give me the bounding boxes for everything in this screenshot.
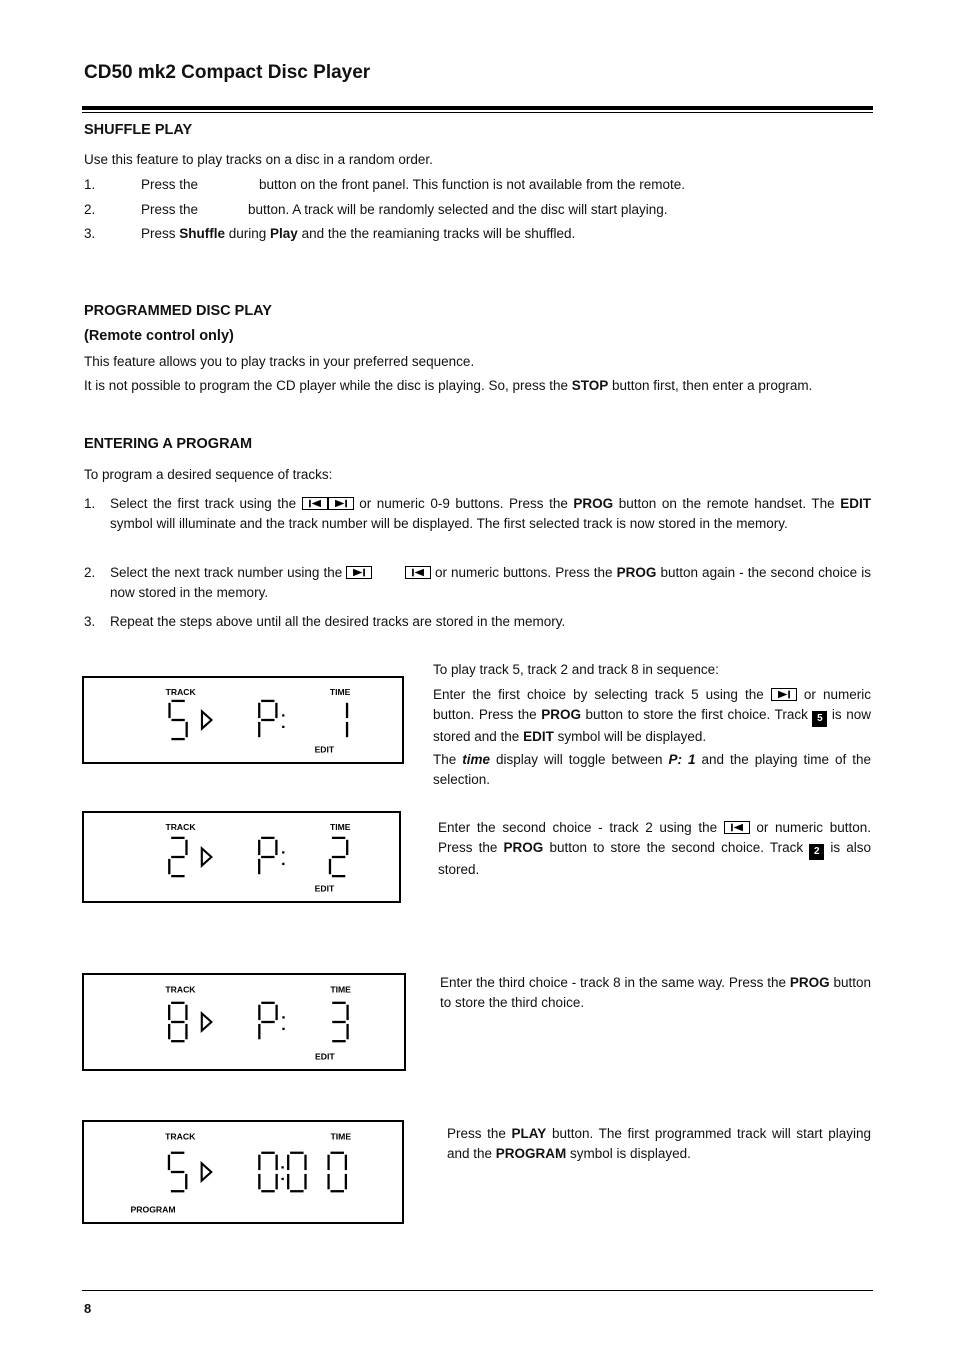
lcd-program-number (332, 1003, 347, 1041)
entering-step-3-num: 3. (84, 614, 96, 629)
shuffle-step-1-b: button on the front panel. This function is not available from the remote. (259, 177, 686, 192)
lcd-display-3 (82, 973, 406, 1071)
shuffle-step-1-a: Press the (141, 177, 199, 192)
lcd-time-label: TIME (329, 822, 351, 833)
lcd-time-digit (329, 1153, 346, 1191)
lcd-colon (282, 851, 284, 853)
lcd-track-digit (169, 1003, 186, 1041)
entering-step-1-num: 1. (84, 496, 96, 511)
programmed-heading: PROGRAMMED DISC PLAY (84, 303, 272, 319)
lcd-display-2 (82, 811, 401, 903)
programmed-line-1: This feature allows you to play tracks in your preferred sequence. (84, 354, 475, 369)
footer-rule (82, 1290, 873, 1291)
entering-step-2-num: 2. (84, 565, 96, 580)
lcd-track-label: TRACK (165, 822, 196, 833)
lcd-time-label: TIME (330, 984, 351, 995)
page-number: 8 (84, 1301, 92, 1316)
lcd-time-digit (288, 1153, 305, 1191)
shuffle-step-3: Press Shuffle during Play and the the reamianing tracks will be shuffled. (141, 226, 576, 241)
lcd-edit-flag: EDIT (314, 1051, 335, 1062)
example-intro: To play track 5, track 2 and track 8 in sequence: (433, 662, 719, 677)
example-step-1-note: The time display will toggle between P: 1 and the playing time of the selection. (433, 752, 871, 787)
lcd-colon (281, 1166, 283, 1168)
lcd-colon (282, 714, 284, 716)
entering-step-2: Select the next track number using the or numeric buttons. Press the PROG button again - the second choice is now stored in the memory. (110, 565, 871, 600)
header-rule-thin (82, 112, 873, 113)
programmed-line-2: It is not possible to program the CD player while the disc is playing. So, press the STOP button first, then enter a program. (84, 378, 813, 393)
play-indicator-icon (202, 1013, 212, 1030)
skip-forward-icon (328, 497, 354, 510)
play-indicator-icon (202, 848, 212, 865)
lcd-time-digit (259, 1153, 276, 1191)
track-badge: 5 (812, 711, 827, 727)
entering-heading: ENTERING A PROGRAM (84, 436, 253, 452)
lcd-program-flag: PROGRAM (130, 1204, 176, 1215)
lcd-program-number (330, 838, 347, 876)
skip-back-icon (724, 821, 750, 834)
lcd-track-digit (170, 701, 187, 739)
skip-back-icon (405, 566, 431, 579)
lcd-program-letter (259, 1003, 276, 1039)
play-indicator-icon (202, 1163, 212, 1180)
lcd-edit-flag: EDIT (314, 883, 335, 894)
page-title: CD50 mk2 Compact Disc Player (84, 62, 371, 83)
skip-back-icon (302, 497, 328, 510)
lcd-track-label: TRACK (165, 984, 196, 995)
lcd-colon (282, 1016, 284, 1018)
lcd-track-label: TRACK (165, 687, 196, 698)
lcd-edit-flag: EDIT (314, 744, 335, 755)
lcd-colon (282, 863, 284, 865)
lcd-display-1 (82, 676, 404, 764)
lcd-colon (282, 726, 284, 728)
lcd-time-label: TIME (329, 687, 351, 698)
shuffle-step-2-a: Press the (141, 202, 199, 217)
shuffle-step-2-b: button. A track will be randomly selected and the disc will start playing. (248, 202, 668, 217)
example-step-1: Enter the first choice by selecting track 5 using the or numeric button. Press the PROG button to store the first choice. Track 5 is now stored and the EDIT symbol will be displayed. (433, 687, 871, 744)
lcd-program-letter (259, 701, 276, 737)
header-rule (82, 106, 873, 110)
play-indicator-icon (202, 711, 212, 728)
lcd-program-letter (259, 838, 276, 874)
entering-step-1: Select the first track using the or numeric 0-9 buttons. Press the PROG button on the remote handset. The EDIT symbol will illuminate and the track number will be displayed. The first selected track is now stored in the memory. (110, 496, 871, 531)
shuffle-step-1-num: 1. (84, 177, 96, 192)
track-badge: 2 (809, 844, 824, 860)
example-step-3: Enter the third choice - track 8 in the same way. Press the PROG button to store the third choice. (440, 975, 871, 1010)
lcd-colon (282, 1028, 284, 1030)
lcd-colon (281, 1178, 283, 1180)
skip-forward-icon (346, 566, 372, 579)
programmed-subheading: (Remote control only) (84, 328, 234, 344)
lcd-display-4 (82, 1120, 404, 1224)
skip-forward-icon (771, 688, 797, 701)
shuffle-step-3-num: 3. (84, 226, 96, 241)
shuffle-intro: Use this feature to play tracks on a disc in a random order. (84, 152, 433, 167)
entering-step-3: Repeat the steps above until all the desired tracks are stored in the memory. (110, 614, 566, 629)
example-step-2: Enter the second choice - track 2 using the or numeric button. Press the PROG button to store the second choice. Track 2 is also stored. (438, 820, 872, 877)
lcd-track-digit (169, 838, 186, 876)
shuffle-step-2-num: 2. (84, 202, 96, 217)
shuffle-heading: SHUFFLE PLAY (84, 122, 193, 138)
lcd-time-label: TIME (330, 1131, 352, 1142)
lcd-track-digit (169, 1153, 186, 1191)
lcd-track-label: TRACK (165, 1131, 196, 1142)
example-step-4: Press the PLAY button. The first programmed track will start playing and the PROGRAM symbol is displayed. (447, 1126, 871, 1161)
entering-intro: To program a desired sequence of tracks: (84, 467, 333, 482)
